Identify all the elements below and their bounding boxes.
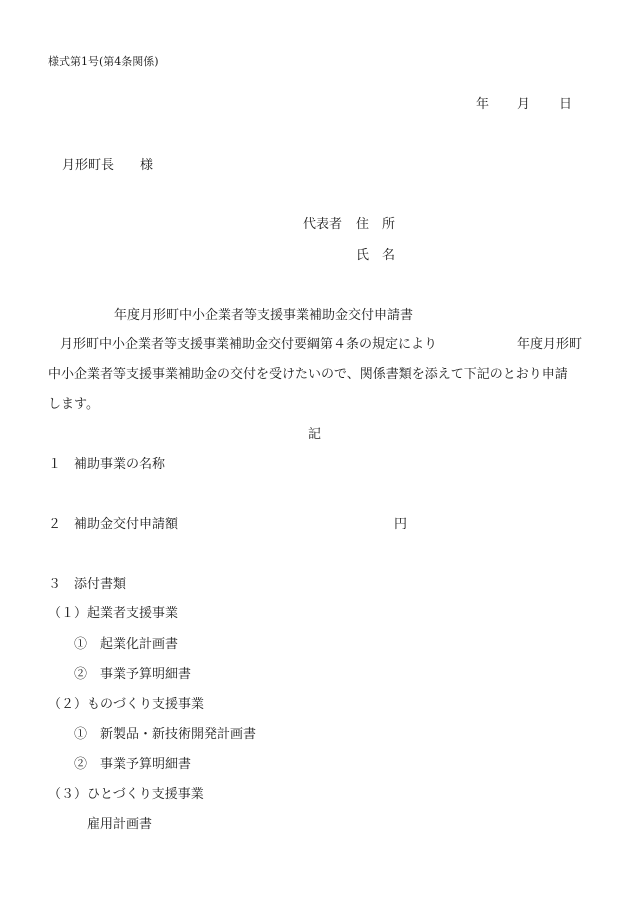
- item-2-application-amount: ２ 補助金交付申請額: [48, 517, 179, 532]
- addressee-honorific: 様: [140, 158, 154, 173]
- form-number: 様式第1号(第4条関係): [48, 55, 159, 68]
- body-line-2: 中小企業者等支援事業補助金の交付を受けたいので、関係書類を添えて下記のとおり申請: [48, 367, 568, 382]
- attachment-group-3-item-1: 雇用計画書: [87, 817, 153, 832]
- body-line-1b: 年度月形町: [517, 337, 583, 352]
- item-1-project-name: １ 補助事業の名称: [48, 457, 166, 472]
- attachment-group-1-item-1: ① 起業化計画書: [74, 637, 179, 652]
- representative-label: 代表者: [303, 217, 343, 232]
- attachment-group-1-item-2: ② 事業予算明細書: [74, 667, 192, 682]
- address-label: 住 所: [356, 217, 396, 232]
- date-day-label: 日: [559, 97, 573, 112]
- date-month-label: 月: [517, 97, 531, 112]
- attachment-group-2-item-1: ① 新製品・新技術開発計画書: [74, 727, 257, 742]
- attachment-group-1: （１）起業者支援事業: [48, 606, 179, 621]
- item-3-attachments: ３ 添付書類: [48, 577, 127, 592]
- body-line-1a: 月形町中小企業者等支援事業補助金交付要綱第４条の規定により: [60, 337, 438, 352]
- attachment-group-3: （３）ひとづくり支援事業: [48, 787, 204, 802]
- attachment-group-2-item-2: ② 事業予算明細書: [74, 757, 192, 772]
- ki-heading: 記: [308, 427, 322, 442]
- item-2-unit: 円: [394, 517, 408, 532]
- date-year-label: 年: [476, 97, 490, 112]
- addressee-name: 月形町長: [62, 158, 115, 173]
- body-line-3: します。: [48, 397, 99, 412]
- name-label: 氏 名: [356, 248, 396, 263]
- attachment-group-2: （２）ものづくり支援事業: [48, 697, 205, 712]
- document-title: 年度月形町中小企業者等支援事業補助金交付申請書: [114, 308, 414, 323]
